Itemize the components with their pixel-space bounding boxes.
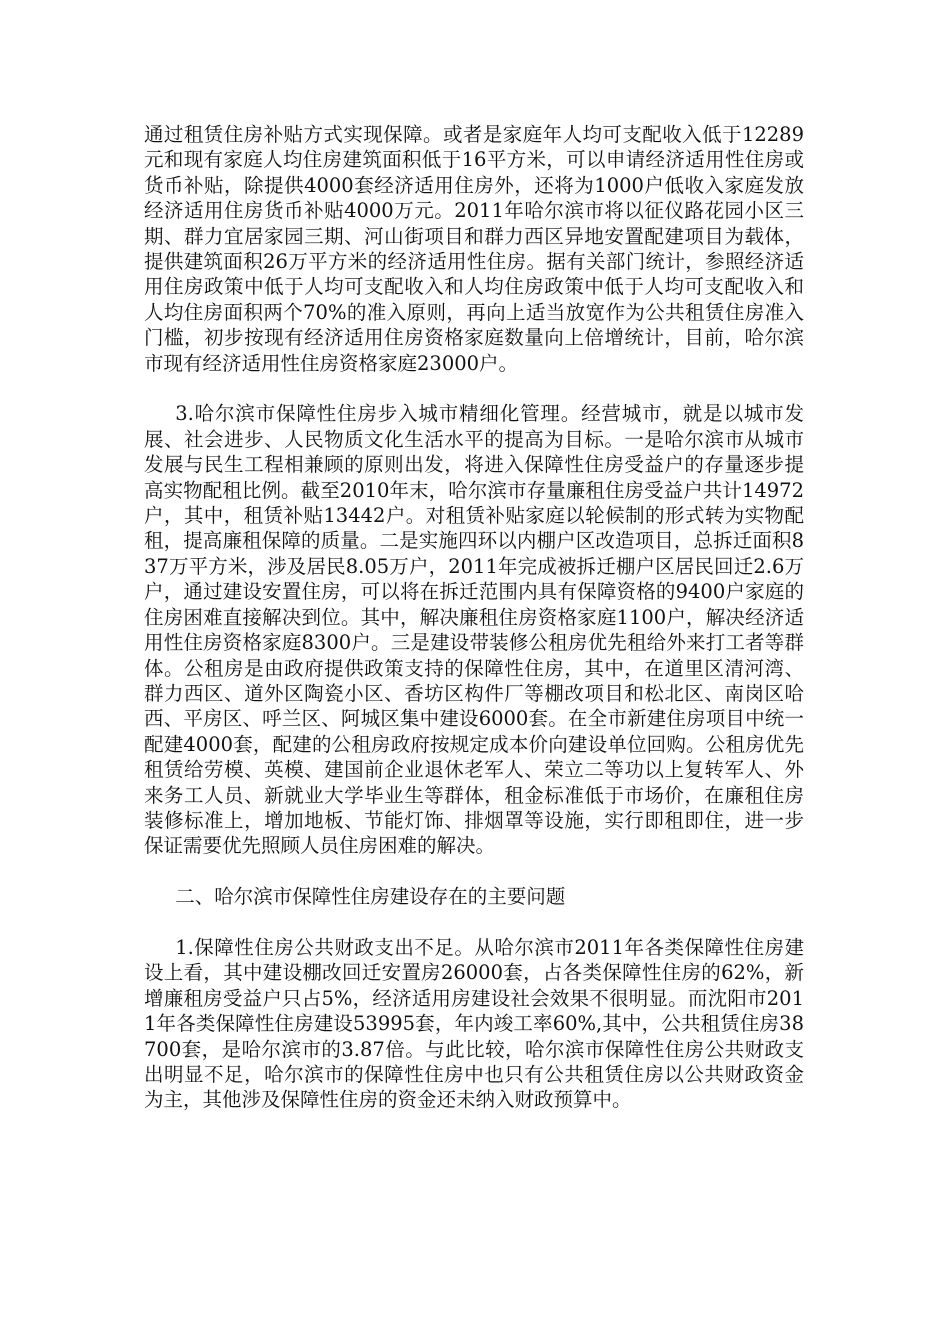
document-body xyxy=(144,122,804,1113)
section-heading: 二、哈尔滨市保障性住房建设存在的主要问题 xyxy=(175,885,566,909)
paragraph-continuation: 通过租赁住房补贴方式实现保障。或者是家庭年人均可支配收入低于12289元和现有家庭人均住房建筑面积低于16平方米，可以申请经济适用性住房或货币补贴，除提供4000套经济适用住房外，还将为1000户低收入家庭发放经济适用住房货币补贴4000万元。2011年哈尔滨市将以征仪路花园小区三期、群力宜居家园三期、河山街项目和群力西区异地安置配建项目为载体，提供建筑面积26万平方米的经济适用性住房。据有关部门统计，参照经济适用住房政策中低于人均可支配收入和人均住房政策中低于人均可支配收入和人均住房面积两个70%的准入原则，再向上适当放宽作为公共租赁住房准入门槛，初步按现有经济适用住房资格家庭数量向上倍增统计，目前，哈尔滨市现有经济适用性住房资格家庭23000户。 xyxy=(144,123,804,375)
paragraph-item-3: 3.哈尔滨市保障性住房步入城市精细化管理。经营城市，就是以城市发展、社会进步、人民物质文化生活水平的提高为目标。一是哈尔滨市从城市发展与民生工程相兼顾的原则出发，将进入保障性住房受益户的存量逐步提高实物配租比例。截至2010年末，哈尔滨市存量廉租住房受益户共计14972户，其中，租赁补贴13442户。对租赁补贴家庭以轮候制的形式转为实物配租，提高廉租保障的质量。二是实施四环以内棚户区改造项目，总拆迁面积837万平方米，涉及居民8.05万户，2011年完成被拆迁棚户区居民回迁2.6万户，通过建设安置住房，可以将在拆迁范围内具有保障资格的9400户家庭的住房困难直接解决到位。其中，解决廉租住房资格家庭1100户，解决经济适用性住房资格家庭8300户。三是建设带装修公租房优先租给外来打工者等群体。公租房是由政府提供政策支持的保障性住房，其中，在道里区清河湾、群力西区、道外区陶瓷小区、香坊区构件厂等棚改项目和松北区、南岗区哈西、平房区、呼兰区、阿城区集中建设6000套。在全市新建住房项目中统一配建4000套，配建的公租房政府按规定成本价向建设单位回购。公租房优先租赁给劳模、英模、建国前企业退休老军人、荣立二等功以上复转军人、外来务工人员、新就业大学毕业生等群体，租金标准低于市场价，在廉租住房装修标准上，增加地板、节能灯饰、排烟罩等设施，实行即租即住，进一步保证需要优先照顾人员住房困难的解决。 xyxy=(144,402,804,858)
paragraph-item-1: 1.保障性住房公共财政支出不足。从哈尔滨市2011年各类保障性住房建设上看，其中建设棚改回迁安置房26000套，占各类保障性住房的62%，新增廉租房受益户只占5%，经济适用房建设社会效果不很明显。而沈阳市2011年各类保障性住房建设53995套，年内竣工率60%,其中，公共租赁住房38700套，是哈尔滨市的3.87倍。与此比较，哈尔滨市保障性住房公共财政支出明显不足，哈尔滨市的保障性住房中也只有公共租赁住房以公共财政资金为主，其他涉及保障性住房的资金还未纳入财政预算中。 xyxy=(144,935,804,1112)
